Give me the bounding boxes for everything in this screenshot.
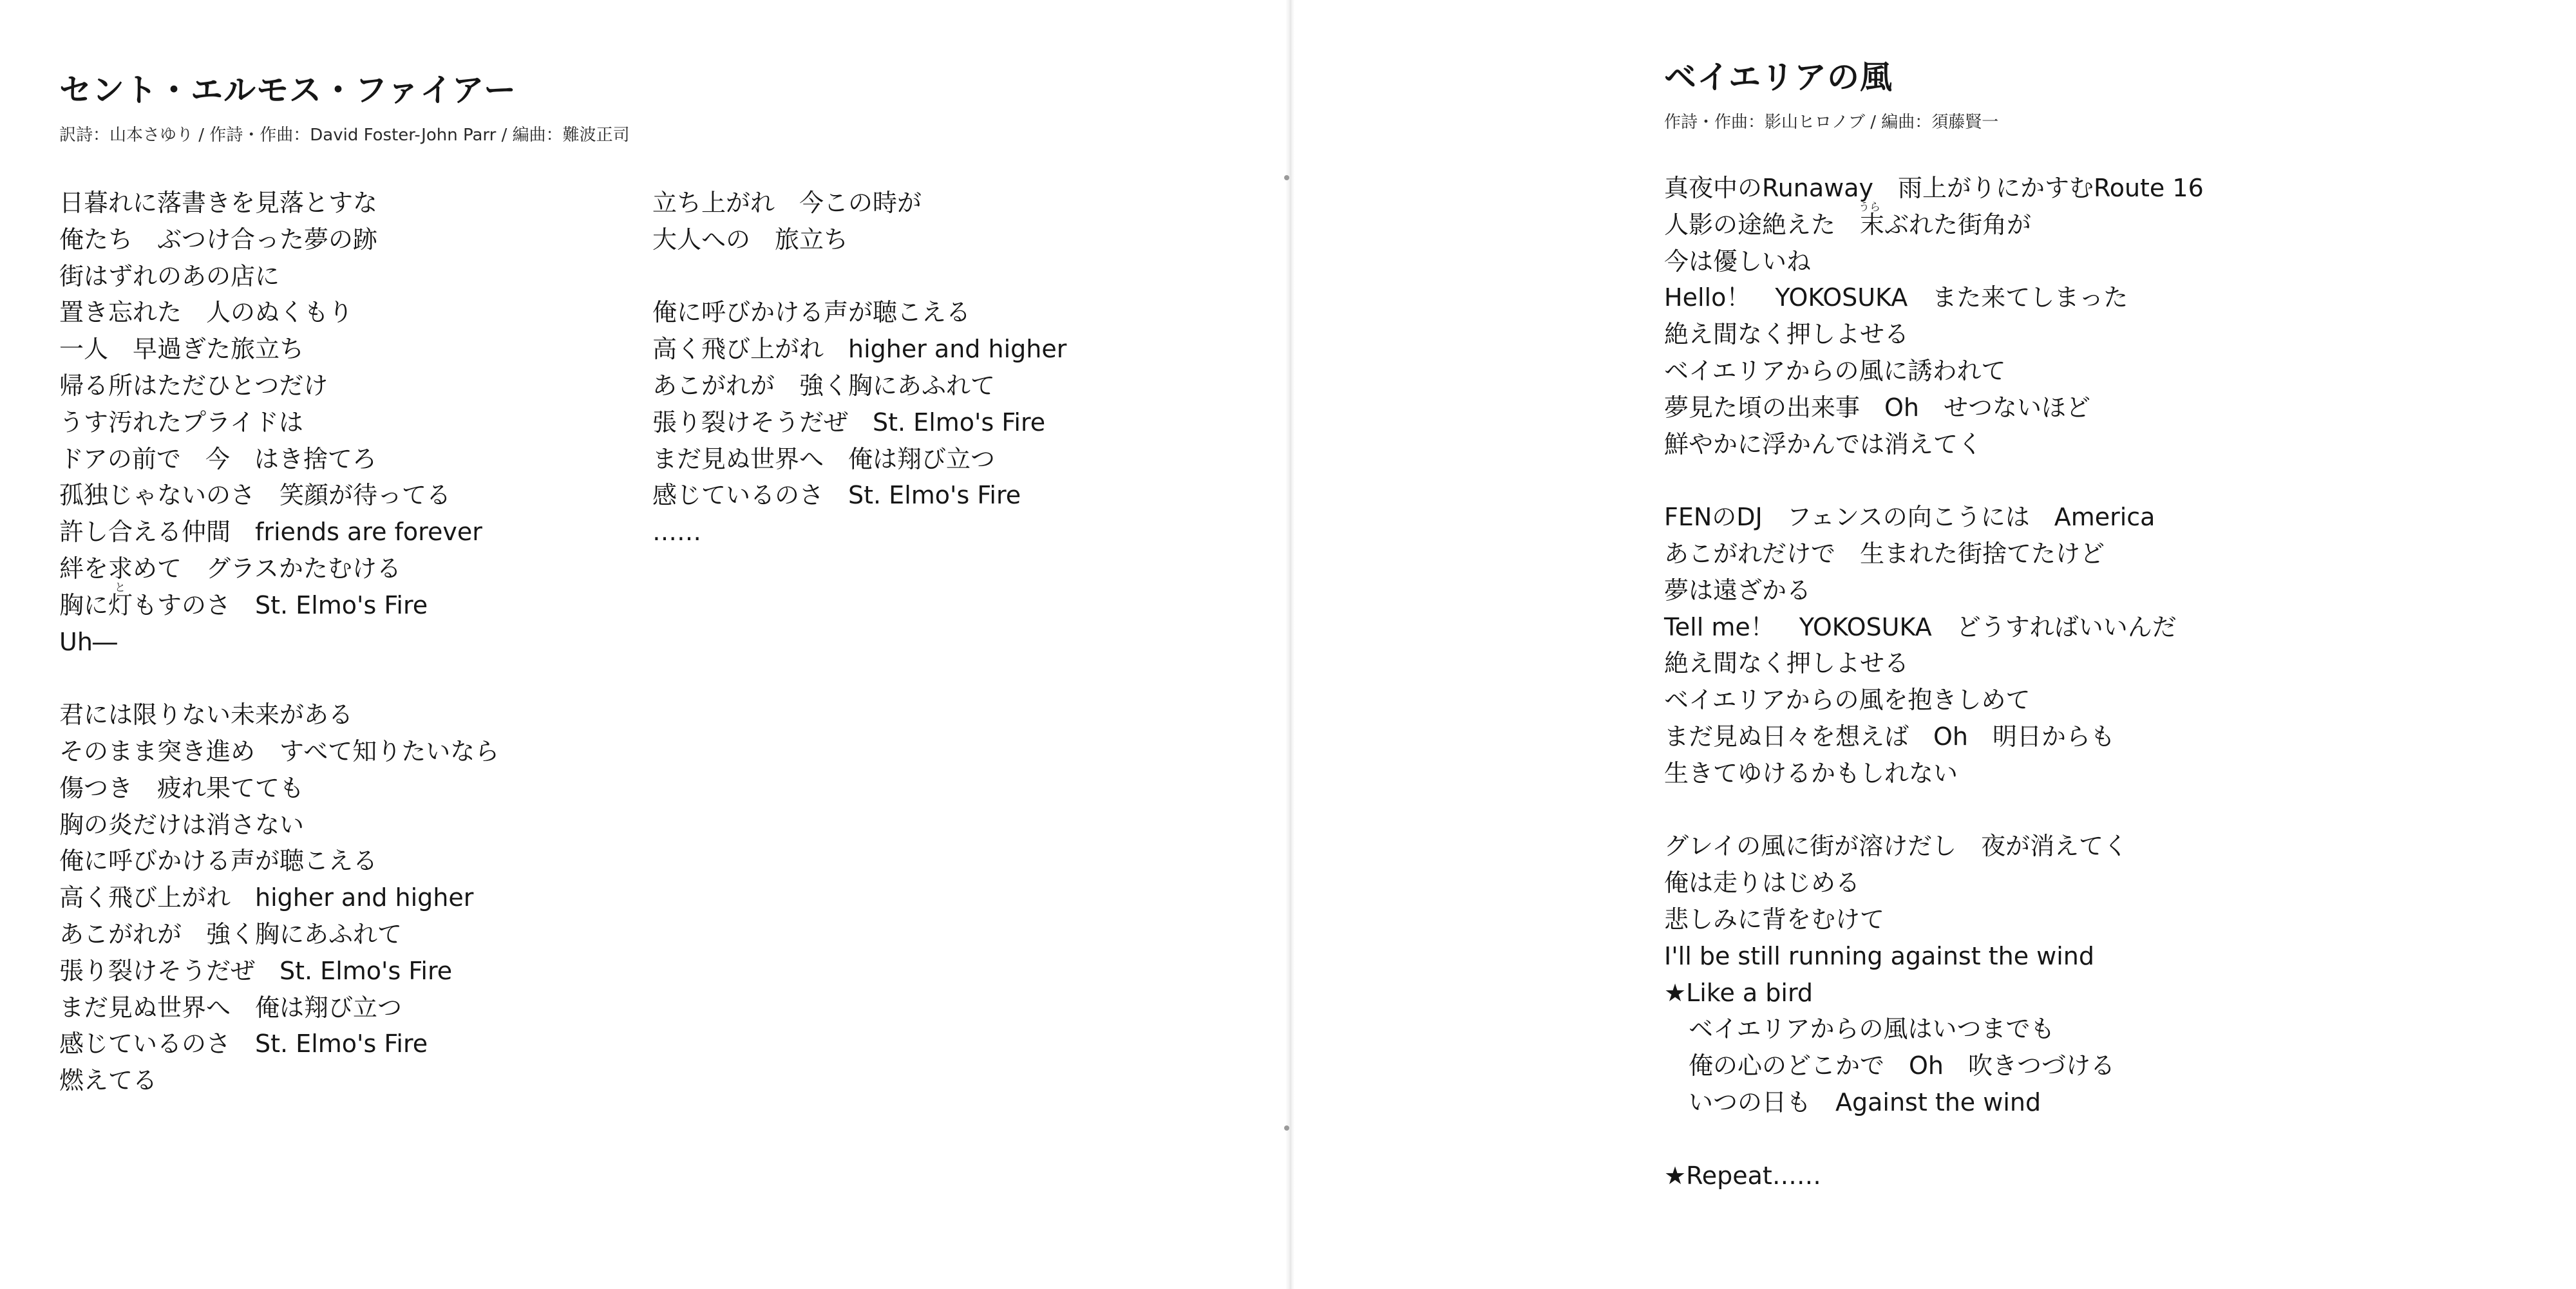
lyric-line: 生きてゆけるかもしれない (1664, 758, 1958, 787)
lyric-line: 感じているのさ St. Elmo's Fire (59, 1030, 428, 1058)
lyric-line: 俺に呼びかける声が聴こえる (652, 298, 971, 327)
lyric-line: 日暮れに落書きを見落とすな (59, 189, 378, 217)
lyric-line: 俺の心のどこかで Oh 吹きつづける (1664, 1051, 2115, 1080)
lyric-line: あこがれだけで 生まれた街捨てたけど (1664, 539, 2105, 568)
lyric-line: 絶え間なく押しよせる (1664, 320, 1909, 349)
lyric-line: 張り裂けそうだぜ St. Elmo's Fire (59, 956, 453, 985)
song-credits: 作詩・作曲：影山ヒロノブ / 編曲：須藤賢一 (1664, 113, 1999, 132)
lyric-line: ベイエリアからの風を抱きしめて (1664, 686, 2031, 715)
lyric-line: 胸の炎だけは消さない (59, 810, 305, 839)
stanza-break (1664, 792, 2204, 829)
lyric-line: ベイエリアからの風に誘われて (1664, 356, 2006, 385)
lyric-line: まだ見ぬ日々を想えば Oh 明日からも (1664, 722, 2115, 751)
lyric-line: I'll be still running against the wind (1664, 941, 2094, 970)
fold-mark (1284, 175, 1289, 180)
lyric-line: 感じているのさ St. Elmo's Fire (652, 481, 1021, 510)
lyric-line: Tell me！ YOKOSUKA どうすればいいんだ (1664, 612, 2177, 641)
lyric-line: そのまま突き進め すべて知りたいなら (59, 737, 500, 766)
lyric-line: 高く飛び上がれ higher and higher (652, 335, 1067, 364)
lyric-line: 人影の途絶えた 末ぶれた街角が うら (1664, 200, 2032, 239)
lyric-line: 置き忘れた 人のぬくもり (59, 298, 354, 327)
lyric-line: FENのDJ フェンスの向こうには America (1664, 503, 2155, 532)
lyric-line: 胸に灯もすのさ St. Elmo's Fire と (59, 581, 428, 619)
lyric-line: 俺たち ぶつけ合った夢の跡 (59, 225, 378, 254)
lyrics-column-2 (652, 185, 1066, 550)
lyric-line: 俺に呼びかける声が聴こえる (59, 847, 378, 876)
lyric-line: 孤独じゃないのさ 笑顔が待ってる (59, 481, 451, 510)
lyric-line: 立ち上がれ 今この時が (652, 189, 922, 217)
ruby-annotation: うら (1859, 200, 1880, 214)
lyric-line: いつの日も Against the wind (1664, 1087, 2041, 1116)
lyric-line: 真夜中のRunaway 雨上がりにかすむRoute 16 (1664, 174, 2204, 202)
lyrics-column (1664, 170, 2204, 1194)
lyric-line: 夢は遠ざかる (1664, 576, 1812, 605)
lyric-line: まだ見ぬ世界へ 俺は翔び立つ (59, 993, 402, 1022)
stanza-break (1664, 1121, 2204, 1158)
lyric-line: 君には限りない未来がある (59, 701, 354, 729)
lyric-line: あこがれが 強く胸にあふれて (59, 919, 402, 948)
lyrics-column-1 (59, 185, 499, 1099)
lyric-line: 悲しみに背をむけて (1664, 905, 1885, 934)
song-credits: 訳詩：山本さゆり / 作詩・作曲：David Foster-John Parr / 編曲：難波正司 (59, 126, 630, 145)
lyric-line: 高く飛び上がれ higher and higher (59, 883, 474, 912)
lyric-line: Hello！ YOKOSUKA また来てしまった (1664, 283, 2128, 312)
lyric-line: 帰る所はただひとつだけ (59, 371, 328, 400)
song-title: ベイエリアの風 (1664, 59, 1893, 96)
lyric-line: Uh― (59, 627, 117, 656)
fold-mark (1284, 1125, 1289, 1131)
song-title: セント・エルモス・ファイアー (59, 71, 516, 109)
lyric-line: 今は優しいね (1664, 247, 1812, 276)
lyric-line: まだ見ぬ世界へ 俺は翔び立つ (652, 444, 996, 473)
lyric-line: あこがれが 強く胸にあふれて (652, 371, 996, 400)
lyric-line: ドアの前で 今 はき捨てろ (59, 444, 377, 473)
lyric-line: ベイエリアからの風はいつまでも (1664, 1015, 2055, 1044)
left-song-header (59, 70, 630, 147)
lyric-line: ★Like a bird (1664, 978, 1814, 1007)
lyric-line: 夢見た頃の出来事 Oh せつないほど (1664, 393, 2090, 422)
page-fold (1285, 0, 1294, 1289)
lyric-line: 一人 早過ぎた旅立ち (59, 335, 305, 364)
lyric-line: 俺は走りはじめる (1664, 869, 1861, 898)
lyric-line: 絶え間なく押しよせる (1664, 649, 1909, 678)
lyric-line: グレイの風に街が溶けだし 夜が消えてく (1664, 832, 2128, 861)
stanza-break (652, 258, 1066, 295)
lyric-line: 燃えてる (59, 1066, 158, 1095)
lyric-line: 大人への 旅立ち (652, 225, 849, 254)
lyric-line: 絆を求めて グラスかたむける (59, 554, 401, 583)
lyric-line: 傷つき 疲れ果てても (59, 773, 305, 802)
lyric-line: ★Repeat…… (1664, 1161, 1821, 1190)
ruby-annotation: と (115, 581, 126, 594)
right-song-header (1664, 57, 1998, 134)
stanza-break (1664, 462, 2204, 499)
lyric-line: …… (652, 518, 701, 547)
lyric-line: 街はずれのあの店に (59, 261, 280, 290)
lyric-line: 許し合える仲間 friends are forever (59, 518, 482, 547)
stanza-break (59, 660, 499, 697)
lyric-line: 張り裂けそうだぜ St. Elmo's Fire (652, 408, 1046, 437)
lyric-line: うす汚れたプライドは (59, 408, 303, 437)
lyric-line: 鮮やかに浮かんでは消えてく (1664, 429, 1983, 458)
